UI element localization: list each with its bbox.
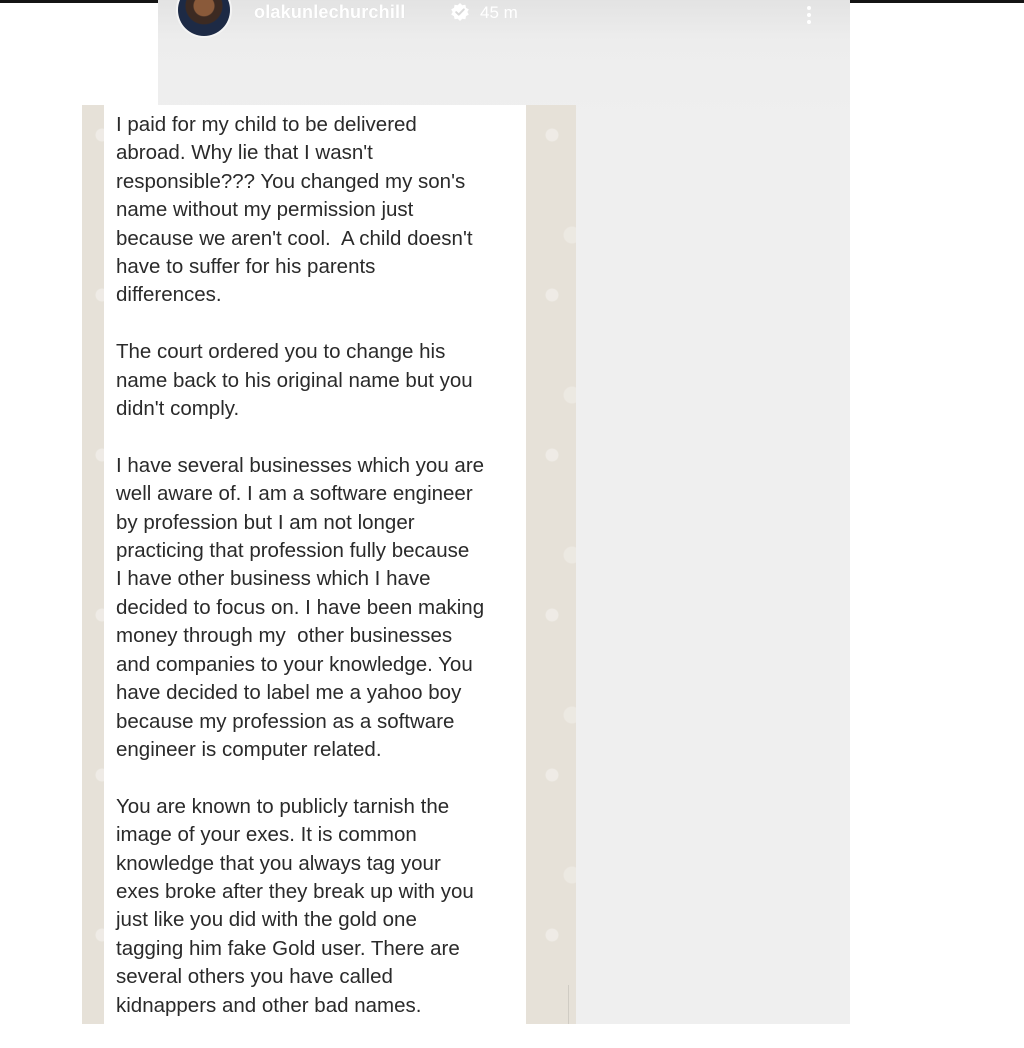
message-line: practicing that profession fully because [116,539,470,563]
message-paragraph [116,111,526,310]
message-line: have decided to label me a yahoo boy [116,681,462,705]
story-username[interactable]: olakunlechurchill [254,2,406,22]
story-header [158,0,850,34]
message-paragraph [116,338,526,423]
message-line: responsible??? You changed my son's [116,169,466,193]
message-text [116,111,526,1048]
message-line: decided to focus on. I have been making [116,595,485,619]
message-line: I paid for my child to be delivered [116,113,417,136]
bubble-edge [568,985,577,1024]
message-line: kidnappers and other bad names. [116,993,422,1017]
message-line: I have several businesses which you are [116,453,485,477]
message-line: have to suffer for his parents [116,255,376,279]
message-paragraph [116,452,526,764]
message-line: The court ordered you to change his [116,340,446,364]
story-timestamp: 45 m [480,3,518,22]
message-line: and companies to your knowledge. You [116,652,473,676]
message-line: exes broke after they break up with you [116,879,474,903]
message-line: because we aren't cool. A child doesn't [116,226,473,250]
message-line: abroad. Why lie that I wasn't [116,141,373,165]
message-line: differences. [116,283,222,307]
message-line: name back to his original name but you [116,368,473,392]
message-line: several others you have called [116,965,393,989]
verified-badge-icon [450,2,470,22]
message-paragraph [116,793,526,1020]
message-line: because my profession as a software [116,709,455,733]
message-line: name without my permission just [116,198,414,222]
avatar[interactable] [178,0,230,36]
message-line: tagging him fake Gold user. There are [116,936,460,960]
message-line: didn't comply. [116,397,240,421]
message-line: I have other business which I have [116,567,431,591]
message-line: by profession but I am not longer [116,510,415,534]
message-line: well aware of. I am a software engineer [116,482,473,506]
message-line: image of your exes. It is common [116,823,417,847]
message-line: You are known to publicly tarnish the [116,794,450,818]
more-options-icon[interactable] [798,4,820,26]
message-line: engineer is computer related. [116,737,382,761]
message-line: knowledge that you always tag your [116,851,441,875]
message-line: money through my other businesses [116,624,453,648]
message-line: just like you did with the gold one [116,908,417,932]
